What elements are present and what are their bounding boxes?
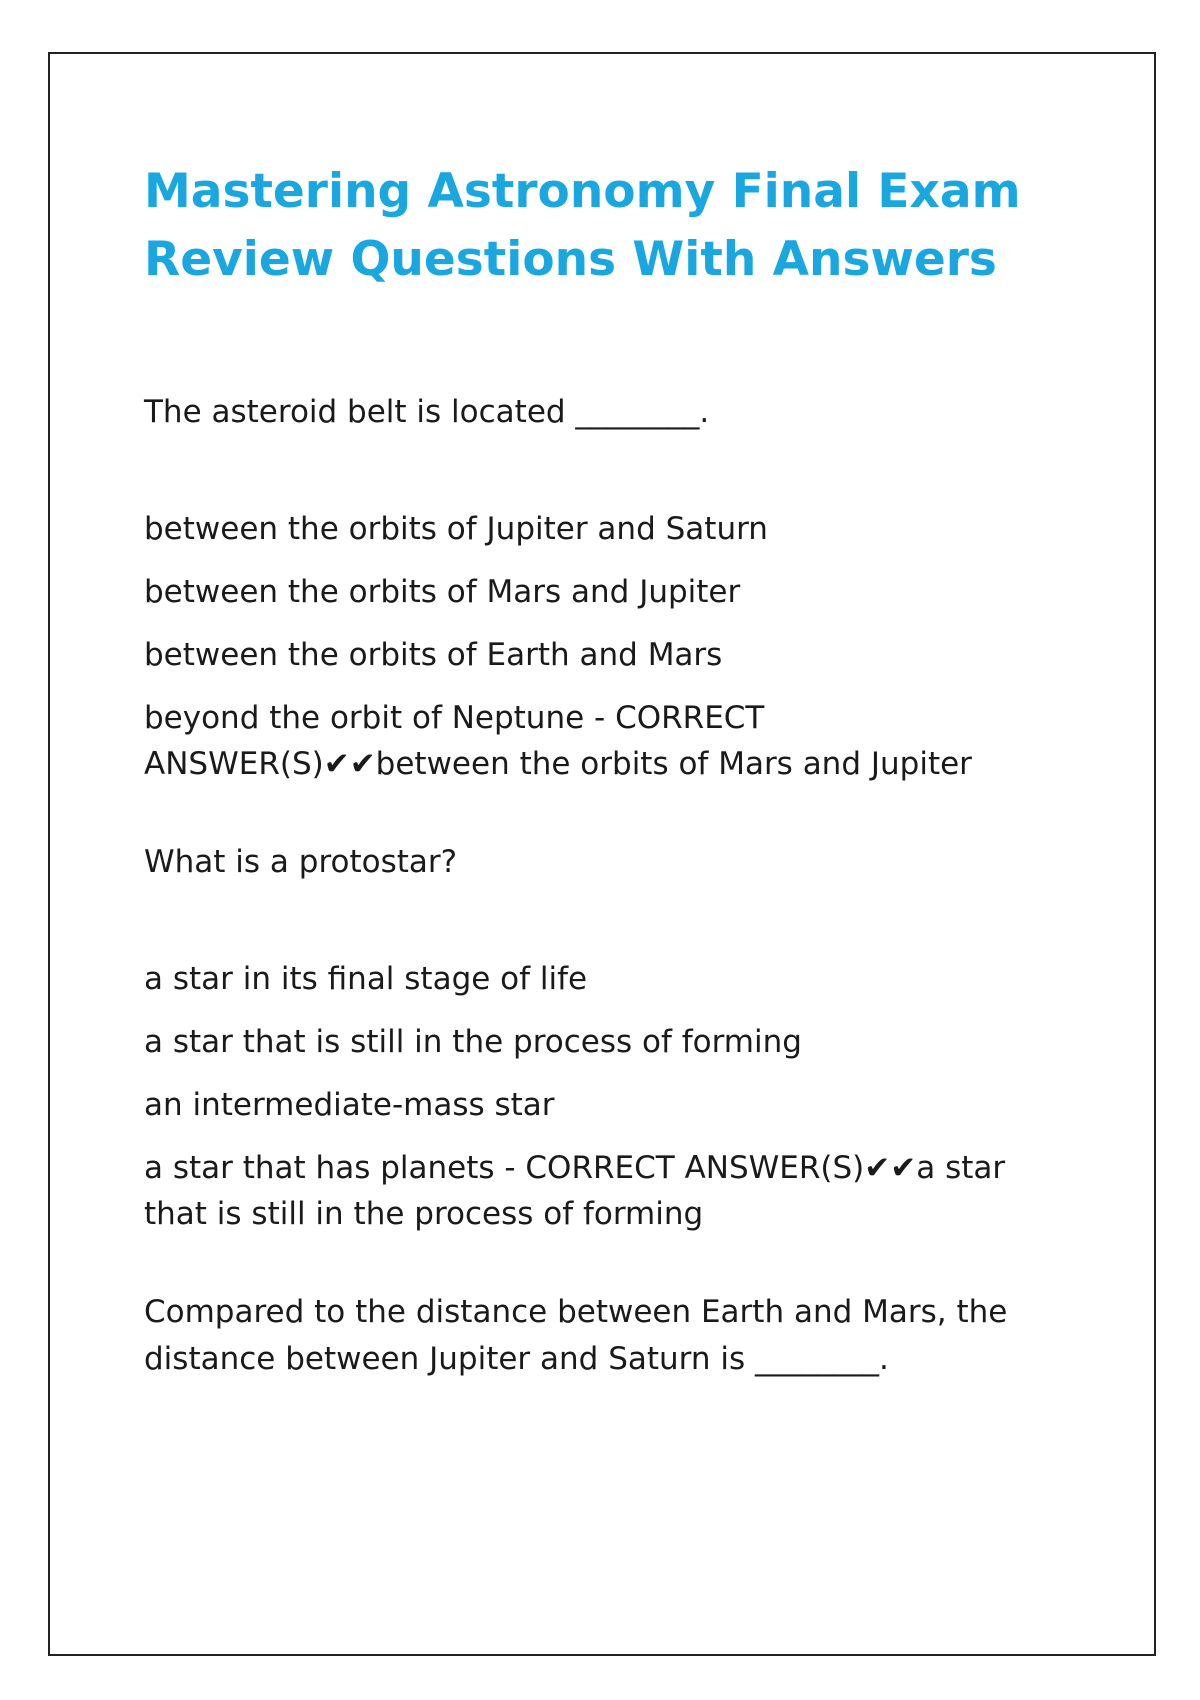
question-1-option-2: between the orbits of Mars and Jupiter (144, 574, 741, 610)
question-2-options (144, 956, 1064, 1237)
question-1-option-4-with-answer: beyond the orbit of Neptune - CORRECT ANSWER(S)✔✔between the orbits of Mars and Jupiter (144, 700, 972, 782)
question-2-prompt: What is a protostar? (144, 844, 458, 880)
question-2-option-3: an intermediate-mass star (144, 1087, 555, 1123)
question-1-option-1: between the orbits of Jupiter and Saturn (144, 511, 768, 547)
question-1-prompt: The asteroid belt is located ________. (144, 394, 710, 430)
question-2-option-1: a star in its final stage of life (144, 961, 588, 997)
question-2-option-2: a star that is still in the process of forming (144, 1024, 802, 1060)
question-1-options (144, 506, 1064, 787)
question-2-option-4-with-answer: a star that has planets - CORRECT ANSWER(S)✔✔a star that is still in the process of forming (144, 1150, 1006, 1232)
document-title: Mastering Astronomy Final Exam Review Questions With Answers (144, 164, 1021, 287)
question-1-option-3: between the orbits of Earth and Mars (144, 637, 723, 673)
document-page (48, 52, 1156, 1656)
question-3-prompt: Compared to the distance between Earth and Mars, the distance between Jupiter and Saturn is ________. (144, 1294, 1008, 1377)
